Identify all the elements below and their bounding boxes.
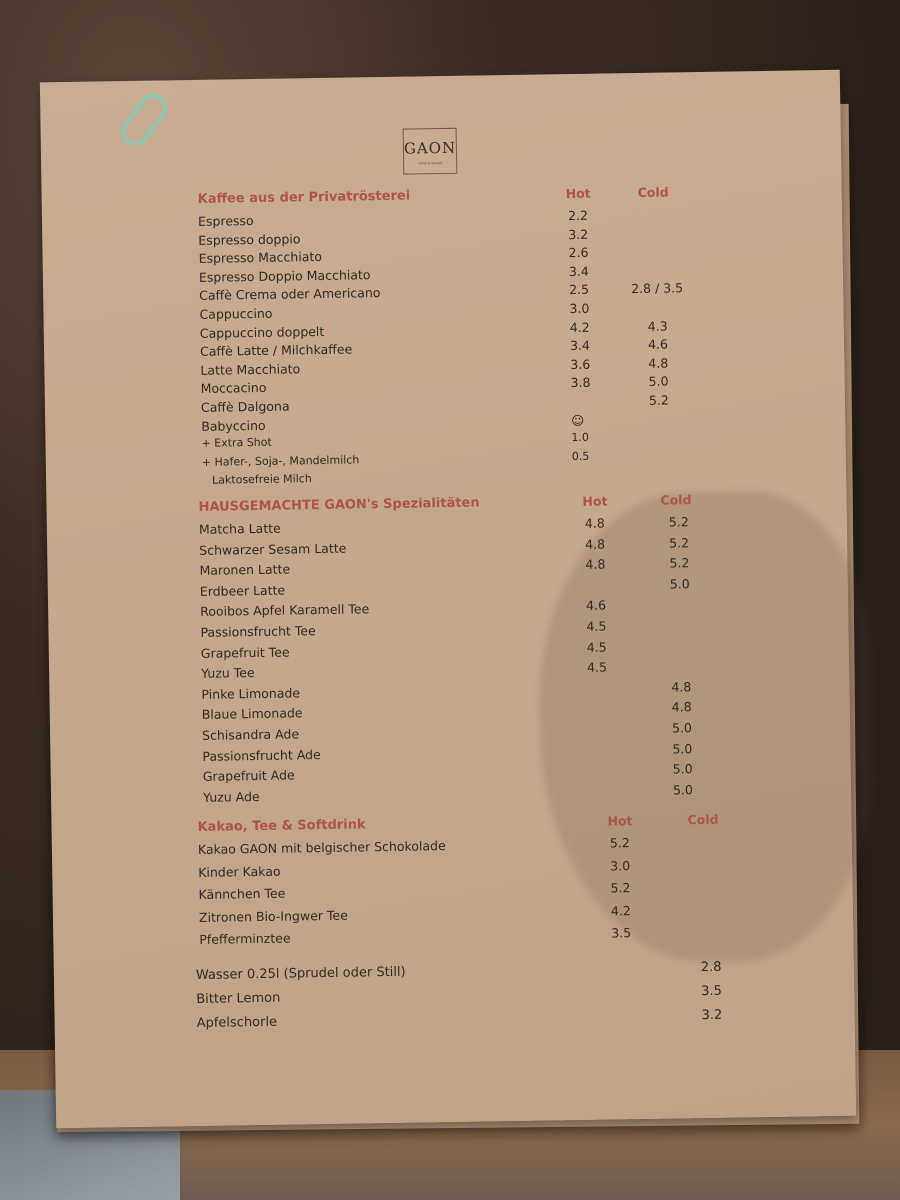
hot-price: 5.2: [610, 880, 631, 896]
menu-item-name: + Hafer-, Soja-, Mandelmilch: [201, 453, 360, 469]
cold-price: 2.8 / 3.5: [631, 280, 684, 297]
hot-price: 0.5: [571, 449, 590, 463]
softdrink-price: 3.5: [701, 983, 723, 1000]
softdrink-name: Bitter Lemon: [196, 990, 281, 1008]
menu-item-name: Zitronen Bio-Ingwer Tee: [198, 907, 348, 925]
hot-price: 2.6: [568, 244, 589, 261]
hot-price: 4.5: [586, 639, 607, 655]
menu-item-name: Yuzu Tee: [201, 665, 255, 682]
menu-section: [197, 811, 759, 954]
menu-item-name: Rooibos Apfel Karamell Tee: [200, 601, 370, 620]
cold-price: 5.0: [672, 761, 693, 777]
gaon-logo: [403, 128, 458, 175]
menu-item-name: Caffè Dalgona: [200, 398, 290, 415]
softdrink-price: 3.2: [701, 1007, 723, 1024]
menu-item-name: Babyccino: [201, 417, 266, 434]
cold-price: 5.2: [669, 555, 690, 571]
menu-item-name: Kännchen Tee: [198, 885, 286, 902]
cold-price: 4.6: [647, 336, 669, 352]
logo-word: GAON: [403, 138, 457, 158]
cold-column-header: Cold: [687, 811, 719, 828]
menu-item-name: Pinke Limonade: [201, 685, 301, 702]
menu-item-name: Moccacino: [200, 380, 267, 397]
menu-item-name: Grapefruit Ade: [202, 767, 295, 784]
menu-section: [198, 183, 763, 493]
softdrink-name: Apfelschorle: [196, 1014, 278, 1031]
hot-price: 4.5: [586, 618, 607, 634]
menu-item-name: Matcha Latte: [198, 520, 281, 537]
menu-item-name: Caffè Latte / Milchkaffee: [199, 341, 353, 360]
cold-price: 5.0: [672, 781, 694, 798]
hot-price: 3.0: [610, 857, 631, 873]
cold-price: 4.8: [648, 355, 669, 371]
hot-price: 3.8: [570, 375, 591, 391]
paperclip-icon: [116, 88, 173, 151]
hot-price: 3.0: [569, 300, 590, 317]
menu-sheet: [40, 70, 856, 1128]
logo-subtitle: coffee & dessert: [417, 161, 443, 166]
softdrink-name: Wasser 0.25l (Sprudel oder Still): [195, 964, 406, 984]
hot-price: 4.6: [586, 597, 607, 614]
hot-price: 4.8: [585, 536, 606, 552]
menu-item-name: + Extra Shot: [201, 435, 272, 450]
cold-price: 5.2: [669, 534, 690, 551]
menu-item-name: Yuzu Ade: [202, 788, 260, 805]
section-title: Kakao, Tee & Softdrink: [197, 817, 366, 835]
hot-price: ☺: [571, 412, 585, 428]
menu-item-name: Laktosefreie Milch: [212, 472, 312, 488]
hot-column-header: Hot: [582, 493, 608, 509]
hot-price: 2.2: [567, 207, 588, 224]
cold-price: 5.0: [671, 720, 693, 736]
menu-section: [198, 491, 763, 810]
hot-price: 3.2: [568, 226, 589, 242]
cold-price: 5.0: [672, 740, 693, 757]
hot-column-header: Hot: [565, 185, 591, 202]
menu-item-name: Espresso Doppio Macchiato: [198, 266, 371, 285]
hot-price: 4.8: [585, 556, 606, 573]
hot-price: 3.4: [568, 263, 589, 279]
cold-price: 4.3: [647, 318, 668, 334]
menu-item-name: Cappuccino: [199, 305, 273, 322]
menu-item-name: Passionsfrucht Tee: [200, 623, 316, 640]
menu-item-name: Schwarzer Sesam Latte: [199, 540, 347, 558]
hot-price: 3.5: [611, 925, 632, 941]
hot-price: 3.4: [569, 337, 591, 354]
cold-price: 5.0: [669, 575, 690, 592]
menu-item-name: Espresso Macchiato: [198, 249, 323, 267]
hot-price: 3.6: [570, 356, 591, 372]
menu-item-name: Cappuccino doppelt: [199, 323, 325, 341]
cold-price: 4.8: [671, 699, 692, 715]
softdrinks-list: [196, 959, 777, 1040]
hot-price: 1.0: [571, 430, 590, 445]
menu-item-name: Schisandra Ade: [201, 726, 300, 743]
menu-item-name: Kinder Kakao: [198, 863, 281, 880]
menu-item-name: Passionsfrucht Ade: [202, 746, 321, 764]
hot-price: 4.8: [584, 515, 605, 531]
hot-price: 5.2: [609, 835, 630, 851]
section-title: Kaffee aus der Privatrösterei: [197, 188, 411, 207]
softdrink-price: 2.8: [700, 959, 722, 976]
hot-price: 4.5: [586, 659, 608, 675]
menu-item-name: Maronen Latte: [199, 561, 291, 579]
menu-item-name: Espresso: [197, 213, 254, 229]
hot-price: 2.5: [569, 282, 590, 298]
cold-column-header: Cold: [660, 492, 692, 508]
hot-price: 4.2: [610, 902, 631, 918]
menu-item-name: Erdbeer Latte: [199, 582, 286, 599]
cold-price: 5.2: [648, 392, 669, 408]
menu-item-name: Blaue Limonade: [201, 705, 303, 723]
hot-column-header: Hot: [607, 813, 633, 829]
cold-price: 5.2: [668, 514, 689, 530]
section-title: HAUSGEMACHTE GAON's Spezialitäten: [198, 495, 480, 515]
menu-item-name: Espresso doppio: [198, 230, 301, 248]
menu-item-name: Pfefferminztee: [199, 930, 291, 947]
cold-price: 4.8: [671, 678, 692, 695]
menu-item-name: Caffè Crema oder Americano: [199, 285, 381, 304]
menu-item-name: Latte Macchiato: [200, 361, 301, 378]
menu-item-name: Kakao GAON mit belgischer Schokolade: [197, 838, 446, 857]
cold-column-header: Cold: [637, 184, 669, 200]
hot-price: 4.2: [569, 319, 590, 335]
menu-item-name: Grapefruit Tee: [200, 644, 290, 661]
cold-price: 5.0: [648, 373, 669, 390]
